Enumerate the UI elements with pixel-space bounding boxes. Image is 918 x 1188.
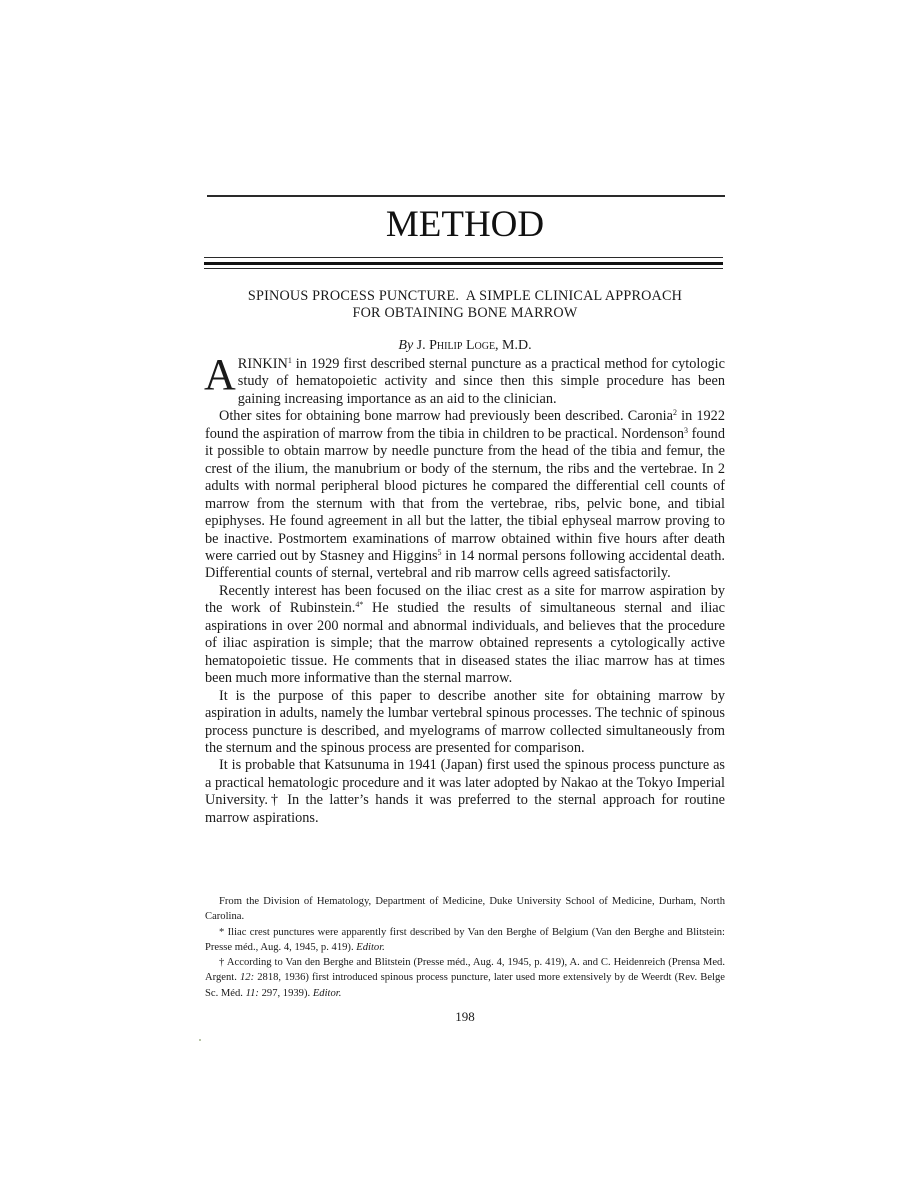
footnote-star-editor: Editor. bbox=[356, 941, 385, 953]
reference-2: 2 bbox=[672, 408, 677, 418]
paragraph-4: It is the purpose of this paper to describe another site for obtaining marrow by aspiration in adults, namely the lumbar vertebral spinous processes. The technic of spinous process puncture is described, and myelograms of marrow collected simultaneously from the sternum and the spinous process are presented for comparison. bbox=[205, 687, 725, 756]
author-degree: , M.D. bbox=[495, 338, 532, 353]
footnote-dagger-text-c: 297, 1939). bbox=[258, 987, 313, 999]
footnote-dagger-editor: Editor. bbox=[312, 987, 342, 999]
paragraph-2-text-d: in 14 normal persons following accidental death. Differential counts of sternal, vertebral and rib marrow cells agreed satisfactorily. bbox=[205, 547, 725, 582]
paragraph-3-text-b: He studied the results of simultaneous sternal and iliac aspirations in over 200 normal and abnormal individuals, and believes that the procedure of iliac aspiration is simple; that the marrow obtained represents a cytologically active hematopoietic tissue. He comments that in diseased states the iliac marrow has at times been much more informative than the sternal marrow. bbox=[205, 600, 725, 687]
footnote-dagger bbox=[205, 955, 725, 1001]
footnote-dagger-text-b: 2818, 1936) first introduced spinous process puncture, later used more extensively by de Weerdt (Rev. Belge Sc. Méd. bbox=[205, 972, 725, 999]
section-title: METHOD bbox=[385, 204, 545, 245]
reference-5: 5 bbox=[437, 547, 442, 557]
reference-4: 4* bbox=[355, 600, 364, 610]
bottom-rule-thick bbox=[204, 262, 723, 265]
footnote-dagger-volume-2: 11: bbox=[245, 987, 259, 999]
top-rule bbox=[207, 195, 725, 197]
footnote-dagger-text-a: † According to Van den Berghe and Blitstein (Presse méd., Aug. 4, 1945, p. 419), A. and C. Heidenreich (Prensa Med. Argent. bbox=[205, 957, 725, 984]
footnote-star bbox=[205, 925, 725, 956]
byline-prefix: By bbox=[398, 338, 414, 353]
bottom-rule-thin-1 bbox=[204, 257, 723, 258]
scan-artifact bbox=[199, 1039, 201, 1041]
footnote-star-text: * Iliac crest punctures were apparently first described by Van den Berghe of Belgium (Van den Berghe and Blitstein: Presse méd., Aug. 4, 1945, p. 419). bbox=[205, 926, 725, 953]
paragraph-2 bbox=[205, 408, 725, 583]
reference-1: 1 bbox=[287, 356, 292, 365]
paragraph-2-text-a: Other sites for obtaining bone marrow had previously been described. Caronia bbox=[219, 408, 673, 425]
paragraph-1 bbox=[204, 350, 725, 408]
footnotes bbox=[205, 894, 725, 1001]
article-title-line-1: SPINOUS PROCESS PUNCTURE. A SIMPLE CLINICAL APPROACH bbox=[247, 288, 683, 304]
paragraph-2-text-b: in 1922 found the aspiration of marrow from the tibia in children to be practical. Nordenson bbox=[205, 408, 725, 442]
paragraph-3-text-a: Recently interest has been focused on the iliac crest as a site for marrow aspiration by the work of Rubinstein. bbox=[205, 582, 725, 617]
article-body bbox=[204, 350, 725, 827]
page-number: 198 bbox=[455, 1009, 475, 1024]
footnote-affiliation: From the Division of Hematology, Department of Medicine, Duke University School of Medicine, Durham, North Carolina. bbox=[205, 896, 725, 923]
paragraph-2-text-c: found it possible to obtain marrow by needle puncture from the head of the tibia and femur, the crest of the ilium, the manubrium or body of the sternum, the ribs and the vertebrae. In 2 adults with normal peripheral blood pictures he compared the differential cell counts of marrow from the sternum with that from the vertebrae, ribs, pelvic bone, and tibial epiphyses. He found agreement in all but the latter, the tibial ephyseal marrow proving to be inactive. Postmortem examinations of marrow obtained within five hours after death were carried out by Stasney and Higgins bbox=[205, 425, 725, 564]
paragraph-1-text: in 1929 first described sternal puncture as a practical method for cytologic study of hematopoietic activity and since then this simple procedure has been gaining increasing importance as an aid to the clinician. bbox=[237, 356, 725, 407]
drop-cap: A bbox=[204, 350, 236, 399]
bottom-rule-thin-2 bbox=[204, 268, 723, 269]
article-title-line-2: FOR OBTAINING BONE MARROW bbox=[352, 304, 578, 321]
author-name: J. Philip Loge bbox=[416, 338, 496, 353]
article-title bbox=[205, 288, 725, 321]
paragraph-3 bbox=[205, 583, 725, 688]
byline bbox=[205, 337, 725, 355]
reference-3: 3 bbox=[684, 425, 689, 435]
paragraph-1-lead: RINKIN bbox=[237, 356, 288, 372]
paragraph-5: It is probable that Katsunuma in 1941 (Japan) first used the spinous process puncture as a practical hematologic procedure and it was later adopted by Nakao at the Tokyo Imperial University.† In the latter’s hands it was preferred to the sternal approach for routine marrow aspirations. bbox=[205, 757, 725, 826]
footnote-dagger-volume-1: 12: bbox=[240, 972, 255, 984]
